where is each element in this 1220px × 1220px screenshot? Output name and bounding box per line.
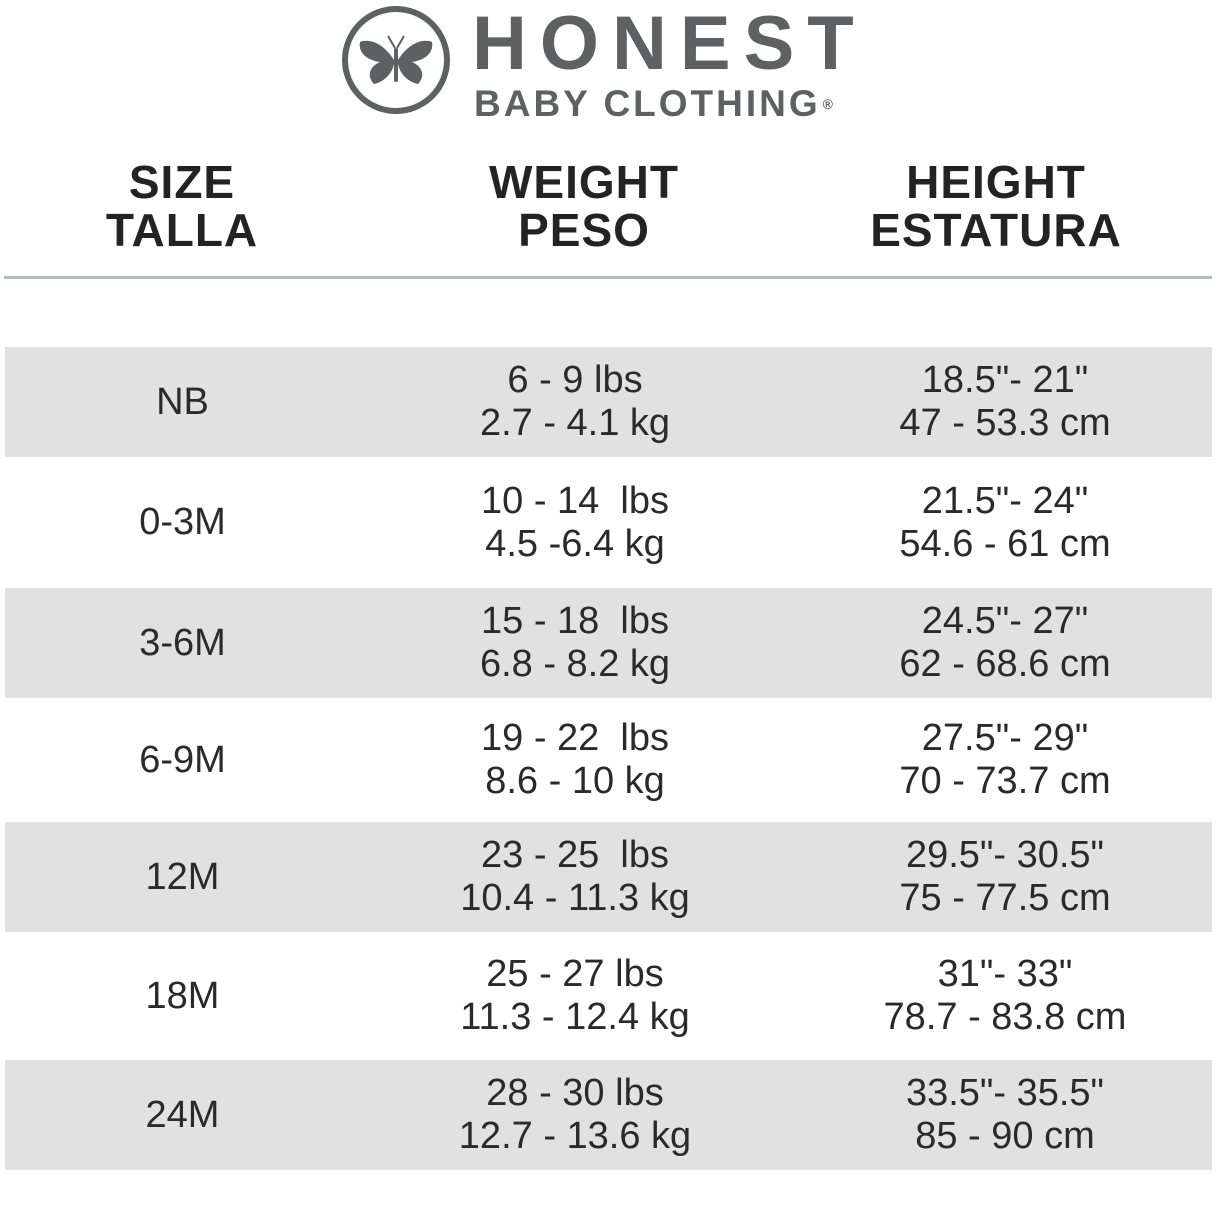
size-cell: NB <box>156 380 209 423</box>
brand-subtitle: BABY CLOTHING ® <box>474 83 833 124</box>
weight-cell: 28 - 30 lbs 12.7 - 13.6 kg <box>458 1072 692 1157</box>
weight-cell: 19 - 22 lbs 8.6 - 10 kg <box>481 717 669 802</box>
size-cell: 24M <box>145 1093 220 1136</box>
weight-cell: 15 - 18 lbs 6.8 - 8.2 kg <box>479 600 671 685</box>
butterfly-icon <box>340 4 452 116</box>
weight-cell: 23 - 25 lbs 10.4 - 11.3 kg <box>460 834 690 919</box>
size-cell: 12M <box>145 855 220 898</box>
table-row <box>5 698 1212 822</box>
header-divider <box>4 276 1212 279</box>
height-cell: 18.5"- 21" 47 - 53.3 cm <box>899 359 1111 444</box>
size-chart-table <box>5 347 1212 1170</box>
height-cell: 27.5"- 29" 70 - 73.7 cm <box>899 717 1111 802</box>
size-cell: 18M <box>145 974 220 1017</box>
table-header <box>4 158 1212 268</box>
height-cell: 21.5"- 24" 54.6 - 61 cm <box>899 479 1111 565</box>
column-header-weight: WEIGHT PESO <box>489 156 679 256</box>
height-cell: 24.5"- 27" 62 - 68.6 cm <box>899 600 1111 685</box>
size-cell: 6-9M <box>139 738 226 781</box>
brand-logo <box>340 1 867 124</box>
table-row <box>5 457 1212 588</box>
height-cell: 29.5"- 30.5" 75 - 77.5 cm <box>899 834 1111 919</box>
table-row <box>5 822 1212 932</box>
brand-name: HONEST <box>472 1 867 86</box>
size-cell: 3-6M <box>139 621 226 664</box>
column-header-height: HEIGHT ESTATURA <box>870 156 1122 256</box>
height-cell: 31"- 33" 78.7 - 83.8 cm <box>883 953 1127 1038</box>
table-row <box>5 347 1212 457</box>
table-row <box>5 932 1212 1060</box>
weight-cell: 10 - 14 lbs 4.5 -6.4 kg <box>481 479 669 565</box>
weight-cell: 25 - 27 lbs 11.3 - 12.4 kg <box>460 953 690 1038</box>
column-header-size: SIZE TALLA <box>105 156 259 256</box>
table-row <box>5 1060 1212 1170</box>
table-row <box>5 588 1212 698</box>
weight-cell: 6 - 9 lbs 2.7 - 4.1 kg <box>479 359 671 444</box>
size-cell: 0-3M <box>139 501 226 543</box>
height-cell: 33.5"- 35.5" 85 - 90 cm <box>905 1072 1105 1157</box>
